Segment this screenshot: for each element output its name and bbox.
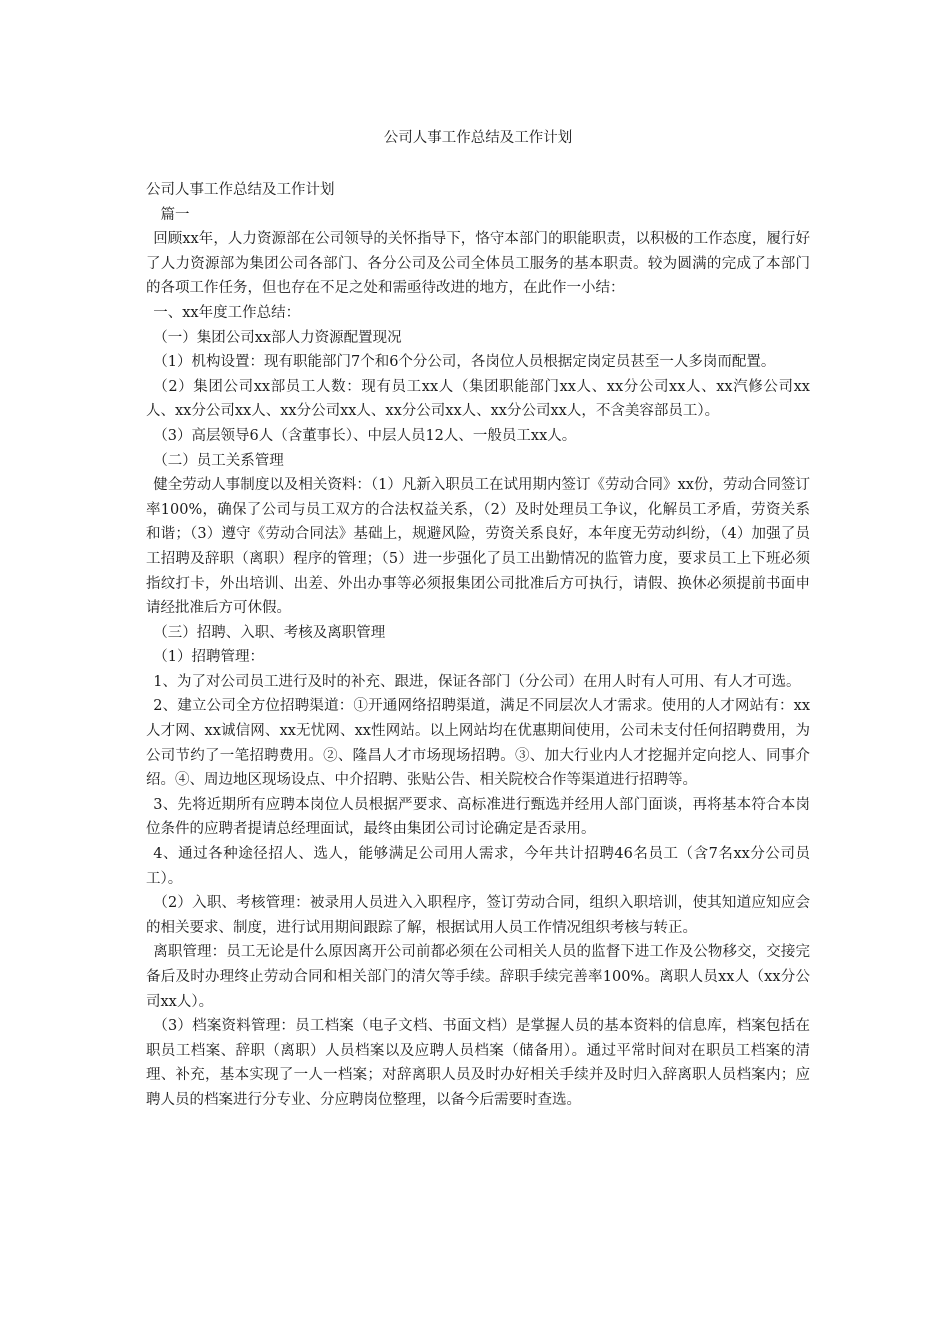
body-paragraph: （二）员工关系管理 <box>153 452 284 469</box>
body-paragraph: 公司人事工作总结及工作计划 <box>146 182 335 198</box>
body-paragraph: 一、xx年度工作总结： <box>153 304 301 321</box>
body-paragraph: 篇一 <box>160 206 190 223</box>
body-paragraph: （2）入职、考核管理：被录用人员进入入职程序，签订劳动合同，组织入职培训，使其知道应知应会的相关要求、制度，进行试用期间跟踪了解，根据试用人员工作情况组织考核与转正。 <box>146 895 810 936</box>
body-paragraph: 2、建立公司全方位招聘渠道：①开通网络招聘渠道，满足不同层次人才需求。使用的人才网站有：xx人才网、xx诚信网、xx无忧网、xx性网站。以上网站均在优惠期间使用，公司未支付任何招聘费用，为公司节约了一笔招聘费用。②、隆昌人才市场现场招聘。③、加大行业内人才挖掘并定向挖人、同事介绍。④、周边地区现场设点、中介招聘、张贴公告、相关院校合作等渠道进行招聘等。 <box>146 698 810 789</box>
body-paragraph: 离职管理：员工无论是什么原因离开公司前都必须在公司相关人员的监督下进工作及公物移交，交接完备后及时办理终止劳动合同和相关部门的清欠等手续。辞职手续完善率100%。离职人员xx人（xx分公司xx人）。 <box>146 944 810 1010</box>
body-paragraph: 回顾xx年，人力资源部在公司领导的关怀指导下，恪守本部门的职能职责，以积极的工作态度，履行好了人力资源部为集团公司各部门、各分公司及公司全体员工服务的基本职责。较为圆满的完成了本部门的各项工作任务，但也存在不足之处和需亟待改进的地方，在此作一小结： <box>146 231 810 297</box>
body-paragraph: （3）高层领导6人（含董事长）、中层人员12人、一般员工xx人。 <box>153 427 577 444</box>
body-paragraph: （三）招聘、入职、考核及离职管理 <box>153 624 386 641</box>
body-paragraph: （3）档案资料管理：员工档案（电子文档、书面文档）是掌握人员的基本资料的信息库，档案包括在职员工档案、辞职（离职）人员档案以及应聘人员档案（储备用）。通过平常时间对在职员工档案的清理、补充，基本实现了一人一档案；对辞离职人员及时办好相关手续并及时归入辞离职人员档案内；应聘人员的档案进行分专业、分应聘岗位整理，以备今后需要时查选。 <box>146 1018 810 1108</box>
document-body <box>146 178 810 1113</box>
body-paragraph: （1）机构设置：现有职能部门7个和6个分公司，各岗位人员根据定岗定员甚至一人多岗而配置。 <box>153 354 776 371</box>
document-title: 公司人事工作总结及工作计划 <box>383 130 573 146</box>
body-paragraph: （1）招聘管理： <box>153 649 264 666</box>
body-paragraph: （2）集团公司xx部员工人数：现有员工xx人（集团职能部门xx人、xx分公司xx人、xx汽修公司xx人、xx分公司xx人、xx分公司xx人、xx分公司xx人、xx分公司xx人，不含美容部员工）。 <box>146 378 810 420</box>
body-paragraph: 健全劳动人事制度以及相关资料：（1）凡新入职员工在试用期内签订《劳动合同》xx份，劳动合同签订率100%，确保了公司与员工双方的合法权益关系，（2）及时处理员工争议，化解员工矛盾，劳资关系和谐；（3）遵守《劳动合同法》基础上，规避风险，劳资关系良好，本年度无劳动纠纷，（4）加强了员工招聘及辞职（离职）程序的管理；（5）进一步强化了员工出勤情况的监管力度，要求员工上下班必须指纹打卡，外出培训、出差、外出办事等必须报集团公司批准后方可执行，请假、换休必须提前书面申请经批准后方可休假。 <box>146 477 810 617</box>
body-paragraph: 3、先将近期所有应聘本岗位人员根据严要求、高标准进行甄选并经用人部门面谈，再将基本符合本岗位条件的应聘者提请总经理面试，最终由集团公司讨论确定是否录用。 <box>146 796 810 838</box>
body-paragraph: 4、通过各种途径招人、选人，能够满足公司用人需求，今年共计招聘46名员工（含7名xx分公司员工）。 <box>146 846 810 887</box>
body-paragraph: （一）集团公司xx部人力资源配置现况 <box>153 329 402 346</box>
body-paragraph: 1、为了对公司员工进行及时的补充、跟进，保证各部门（分公司）在用人时有人可用、有人才可选。 <box>153 673 801 690</box>
